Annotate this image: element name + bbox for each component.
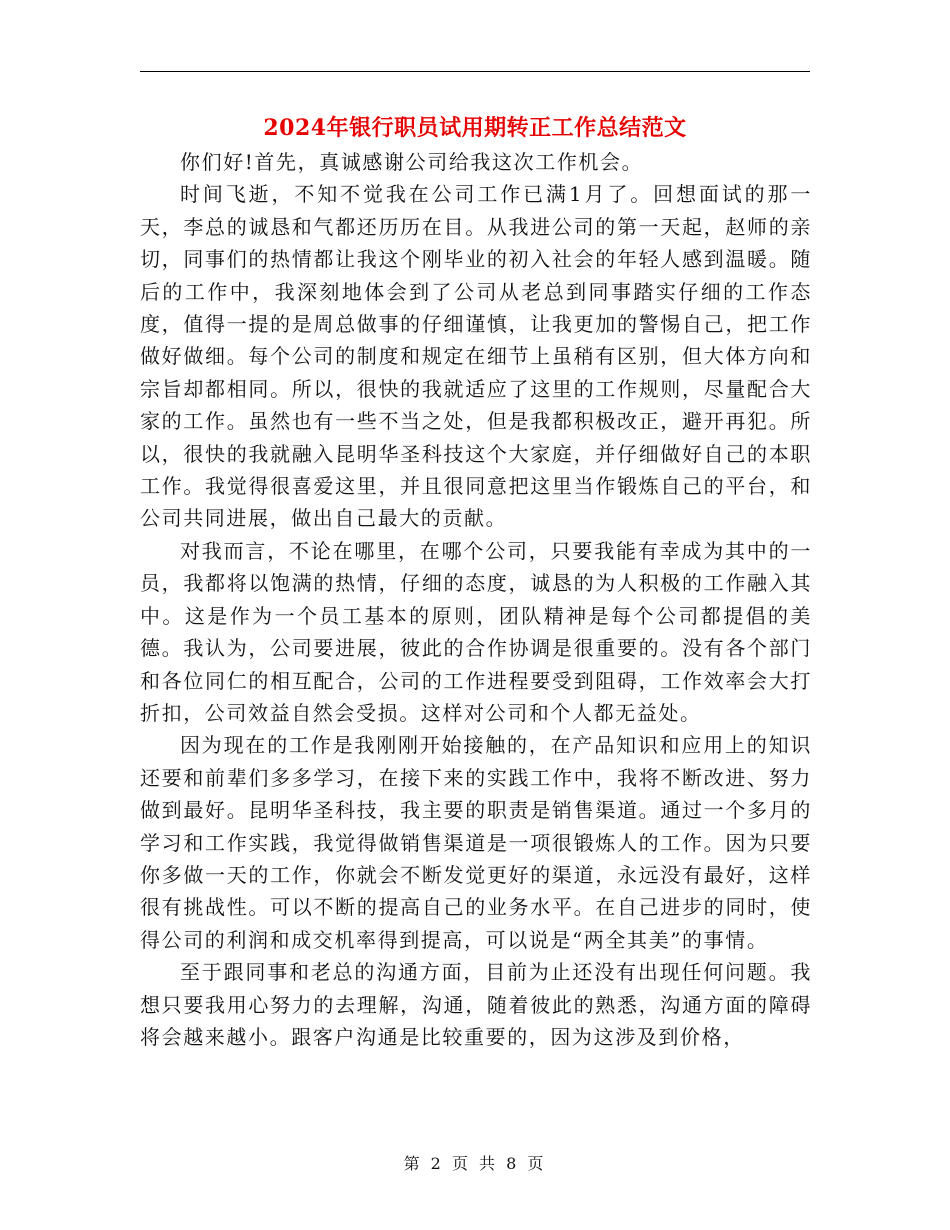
- document-title: 2024年银行职员试用期转正工作总结范文: [263, 115, 687, 141]
- header-rule: [140, 71, 810, 72]
- paragraph-2: 时间飞逝，不知不觉我在公司工作已满1月了。回想面试的那一天，李总的诚恳和气都还历历在目。从我进公司的第一天起，赵师的亲切，同事们的热情都让我这个刚毕业的初入社会的年轻人感到温暖。随后的工作中，我深刻地体会到了公司从老总到同事踏实仔细的工作态度，值得一提的是周总做事的仔细谨慎，让我更加的警惕自己，把工作做好做细。每个公司的制度和规定在细节上虽稍有区别，但大体方向和宗旨却都相同。所以，很快的我就适应了这里的工作规则，尽量配合大家的工作。虽然也有一些不当之处，但是我都积极改正，避开再犯。所以，很快的我就融入昆明华圣科技这个大家庭，并仔细做好自己的本职工作。我觉得很喜爱这里，并且很同意把这里当作锻炼自己的平台，和公司共同进展，做出自己最大的贡献。: [140, 182, 812, 531]
- paragraph-4: 因为现在的工作是我刚刚开始接触的，在产品知识和应用上的知识还要和前辈们多多学习，在接下来的实践工作中，我将不断改进、努力做到最好。昆明华圣科技，我主要的职责是销售渠道。通过一个多月的学习和工作实践，我觉得做销售渠道是一项很锻炼人的工作。因为只要你多做一天的工作，你就会不断发觉更好的渠道，永远没有最好，这样很有挑战性。可以不断的提高自己的业务水平。在自己进步的同时，使得公司的利润和成交机率得到提高，可以说是“两全其美”的事情。: [140, 733, 812, 952]
- paragraph-5: 至于跟同事和老总的沟通方面，目前为止还没有出现任何问题。我想只要我用心努力的去理解，沟通，随着彼此的熟悉，沟通方面的障碍将会越来越小。跟客户沟通是比较重要的，因为这涉及到价格，: [140, 960, 812, 1049]
- paragraph-3: 对我而言，不论在哪里，在哪个公司，只要我能有幸成为其中的一员，我都将以饱满的热情，仔细的态度，诚恳的为人积极的工作融入其中。这是作为一个员工基本的原则，团队精神是每个公司都提倡的美德。我认为，公司要进展，彼此的合作协调是很重要的。没有各个部门和各位同仁的相互配合，公司的工作进程要受到阻碍，工作效率会大打折扣，公司效益自然会受损。这样对公司和个人都无益处。: [140, 538, 812, 725]
- page-number-footer: 第 2 页 共 8 页: [403, 1154, 547, 1173]
- paragraph-1: 你们好!首先，真诚感谢公司给我这次工作机会。: [180, 150, 644, 174]
- document-body: [140, 146, 812, 1053]
